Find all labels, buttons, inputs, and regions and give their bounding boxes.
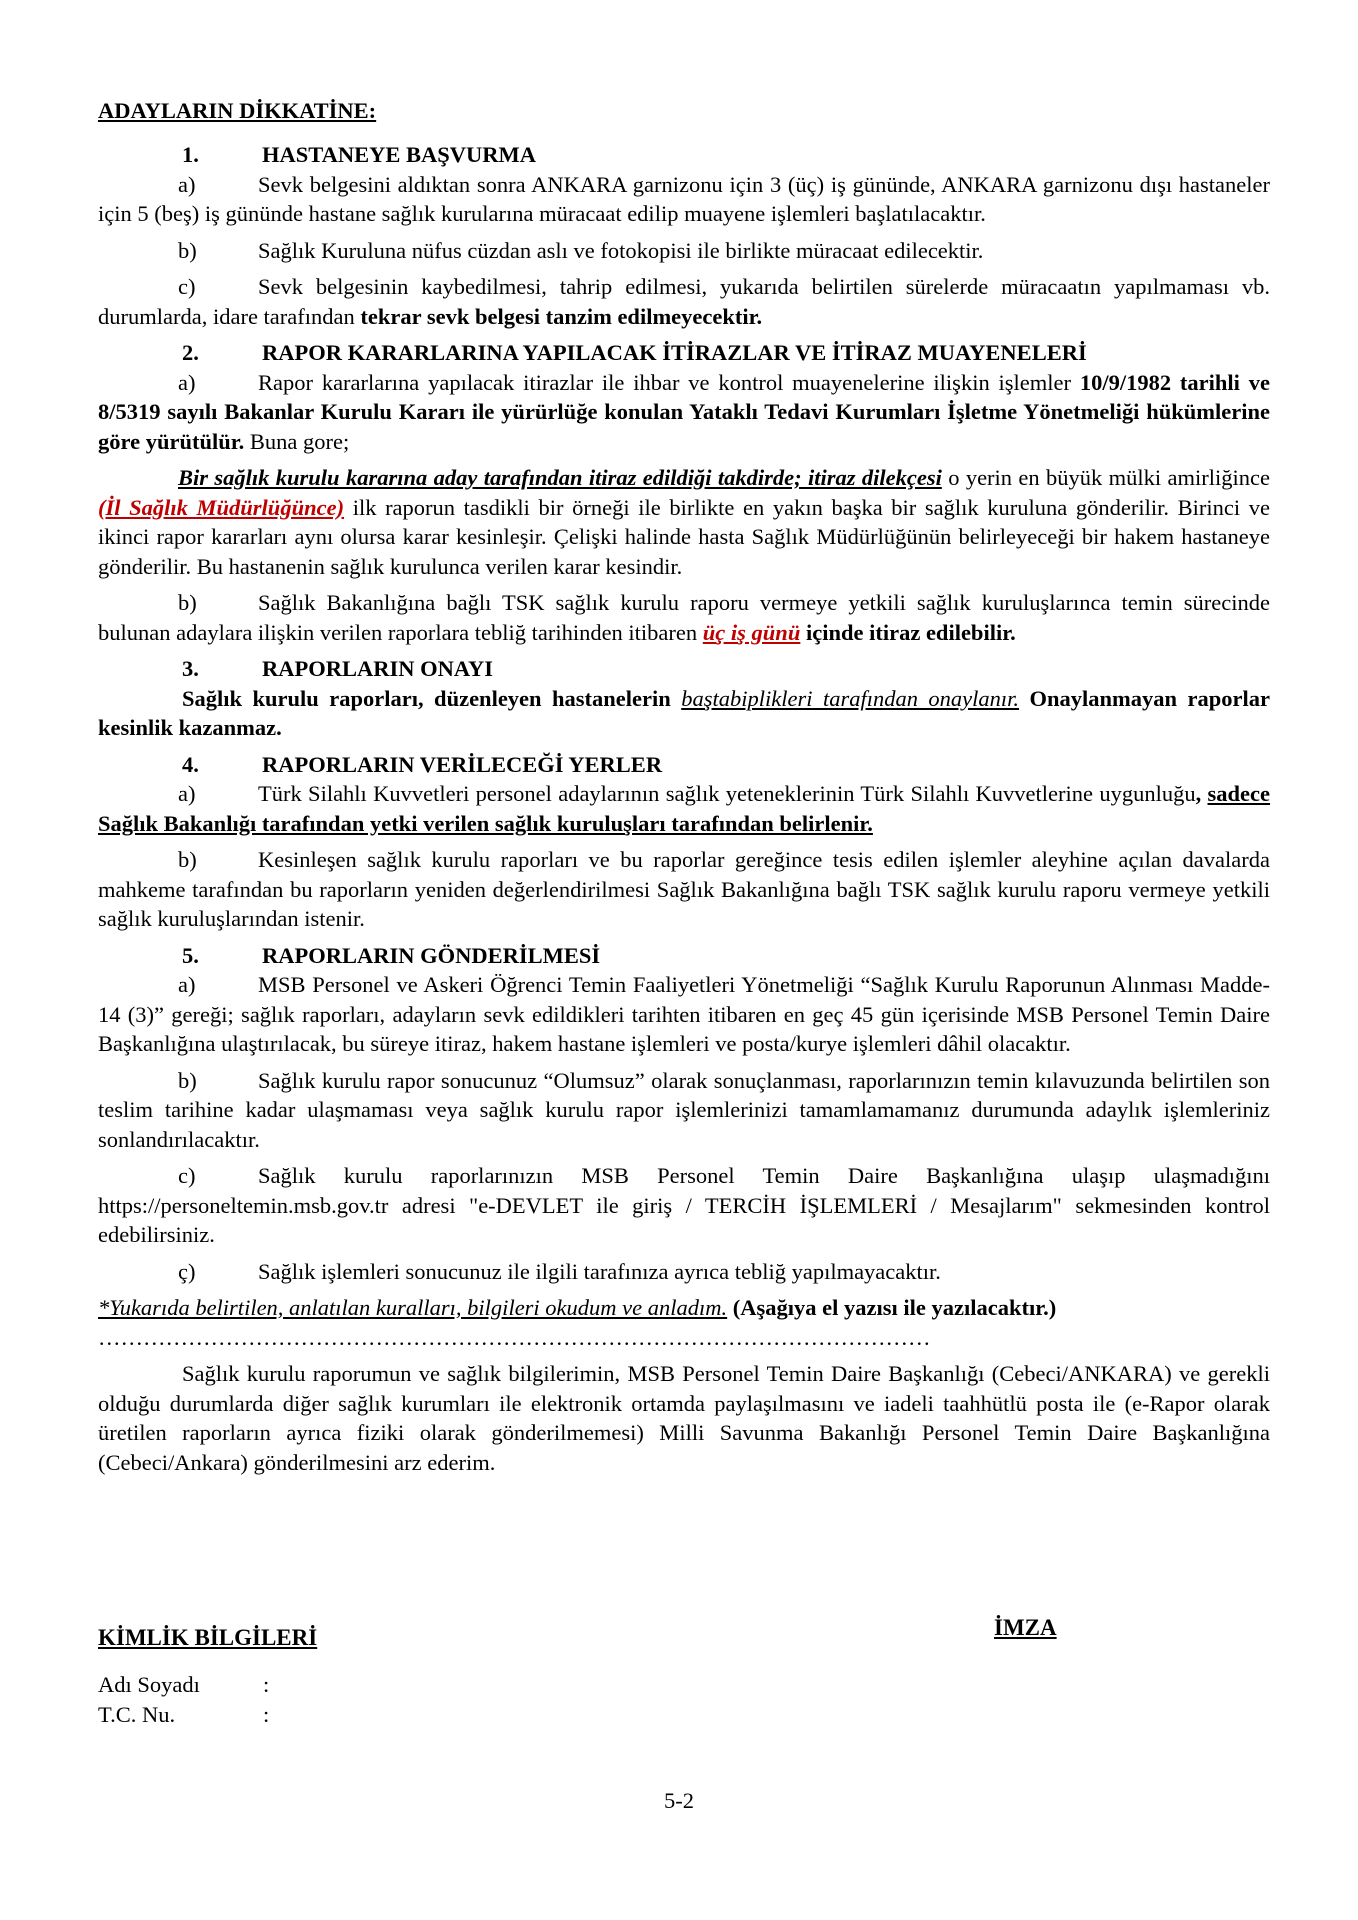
acknowledgement: *Yukarıda belirtilen, anlatılan kuralları, bilgileri okudum ve anladım. (Aşağıya el yazısı ile yazılacaktır.) [98, 1295, 1057, 1320]
section-5a: a) MSB Personel ve Askeri Öğrenci Temin Faaliyetleri Yönetmeliği “Sağlık Kurulu Raporunun Alınması Madde-14 (3)” gereği; sağlık raporları, adayların sevk edildikleri tarihten itibaren en geç 45 gün içerisinde MSB Personel Temin Daire Başkanlığına ulaştırılacak, bu süreye itiraz, hakem hastane işlemleri ve posta/kurye işlemleri dâhil olacaktır. [98, 972, 1270, 1056]
section-2-heading: 2. RAPOR KARARLARINA YAPILACAK İTİRAZLAR VE İTİRAZ MUAYENELERİ [182, 340, 1087, 365]
name-colon: : [263, 1672, 270, 1697]
name-field[interactable] [98, 1672, 269, 1698]
id-field[interactable] [98, 1702, 269, 1728]
section-5-heading: 5. RAPORLARIN GÖNDERİLMESİ [182, 942, 601, 968]
section-1-heading: 1. HASTANEYE BAŞVURMA [182, 142, 536, 167]
handwriting-line[interactable]: ………………………………………………………………………………………………… [98, 1324, 931, 1350]
section-1b: b) Sağlık Kuruluna nüfus cüzdan aslı ve fotokopisi ile birlikte müracaat edilecektir. [178, 237, 984, 263]
signature-label: İMZA [994, 1615, 1057, 1640]
consent-statement: Sağlık kurulu raporumun ve sağlık bilgilerimin, MSB Personel Temin Daire Başkanlığı (Cebeci/ANKARA) ve gerekli olduğu durumlarda diğer sağlık kurumları ile elektronik ortamda paylaşılmasını ve iadeli taahhütlü posta ile (e-Rapor olarak üretilen raporların ayrıca fiziki olarak gönderilmemesi) Milli Savunma Bakanlığı Personel Temin Daire Başkanlığına (Cebeci/Ankara) gönderilmesini arz ederim. [98, 1361, 1270, 1475]
identity-title: KİMLİK BİLGİLERİ [98, 1625, 318, 1650]
section-2b: b) Sağlık Bakanlığına bağlı TSK sağlık kurulu raporu vermeye yetkili sağlık kuruluşlarınca temin sürecinde bulunan adaylara ilişkin verilen raporlara tebliğ tarihinden itibaren üç iş günü içinde itiraz edilebilir. [98, 590, 1270, 645]
id-label: T.C. Nu. [98, 1702, 176, 1727]
page-title: ADAYLARIN DİKKATİNE: [98, 98, 377, 123]
section-1c: c) Sevk belgesinin kaybedilmesi, tahrip edilmesi, yukarıda belirtilen sürelerde müracaatın yapılmaması vb. durumlarda, idare tarafından tekrar sevk belgesi tanzim edilmeyecektir. [98, 274, 1270, 329]
name-label: Adı Soyadı [98, 1672, 200, 1697]
section-4b: b) Kesinleşen sağlık kurulu raporları ve bu raporlar gereğince tesis edilen işlemler aleyhine açılan davalarda mahkeme tarafından bu raporların yeniden değerlendirilmesi Sağlık Bakanlığına bağlı TSK sağlık kurulu raporu vermeye yetkili sağlık kuruluşlarından istenir. [98, 847, 1270, 931]
section-4a: a) Türk Silahlı Kuvvetleri personel adaylarının sağlık yeteneklerinin Türk Silahlı Kuvvetlerine uygunluğu, sadece Sağlık Bakanlığı tarafından yetki verilen sağlık kuruluşları tarafından belirlenir. [98, 781, 1271, 836]
section-5c: c) Sağlık kurulu raporlarınızın MSB Personel Temin Daire Başkanlığına ulaşıp ulaşmadığını https://personeltemin.msb.gov.tr adresi "e-DEVLET ile giriş / TERCİH İŞLEMLERİ / Mesajlarım" sekmesinden kontrol edebilirsiniz. [98, 1163, 1270, 1247]
section-4-heading: 4. RAPORLARIN VERİLECEĞİ YERLER [182, 751, 663, 777]
section-3-heading: 3. RAPORLARIN ONAYI [182, 656, 494, 681]
section-2a-objection: Bir sağlık kurulu kararına aday tarafından itiraz edildiği takdirde; itiraz dilekçesi o yerin en büyük mülki amirliğince (İl Sağlık Müdürlüğünce) ilk raporun tasdikli bir örneği ile birlikte en yakın başka bir sağlık kuruluna gönderilir. Birinci ve ikinci rapor kararları aynı olursa karar kesinleşir. Çelişki halinde hasta Sağlık Müdürlüğünün belirleyeceği bir hakem hastaneye gönderilir. Bu hastanenin sağlık kurulunca verilen karar kesindir. [98, 465, 1270, 579]
section-5d: ç) Sağlık işlemleri sonucunuz ile ilgili tarafınıza ayrıca tebliğ yapılmayacaktır. [178, 1258, 941, 1284]
section-2a: a) Rapor kararlarına yapılacak itirazlar ile ihbar ve kontrol muayenelerine ilişkin işlemler 10/9/1982 tarihli ve 8/5319 sayılı Bakanlar Kurulu Kararı ile yürürlüğe konulan Yataklı Tedavi Kurumları İşletme Yönetmeliği hükümlerine göre yürütülür. Buna gore; [98, 369, 1270, 454]
id-colon: : [263, 1702, 270, 1727]
section-3-text: Sağlık kurulu raporları, düzenleyen hastanelerin baştabiplikleri tarafından onaylanır. Onaylanmayan raporlar kesinlik kazanmaz. [98, 685, 1270, 740]
page-number: 5-2 [664, 1788, 694, 1813]
section-1a: a) Sevk belgesini aldıktan sonra ANKARA garnizonu için 3 (üç) iş gününde, ANKARA garnizonu dışı hastaneler için 5 (beş) iş gününde hastane sağlık kurularına müracaat edilip muayene işlemleri başlatılacaktır. [98, 171, 1270, 226]
document-body [98, 140, 1270, 1477]
section-5b: b) Sağlık kurulu rapor sonucunuz “Olumsuz” olarak sonuçlanması, raporlarınızın temin kılavuzunda belirtilen son teslim tarihine kadar ulaşmaması veya sağlık kurulu rapor işlemlerinizi tamamlamamanız durumunda adaylık işlemleriniz sonlandırılacaktır. [98, 1067, 1270, 1152]
